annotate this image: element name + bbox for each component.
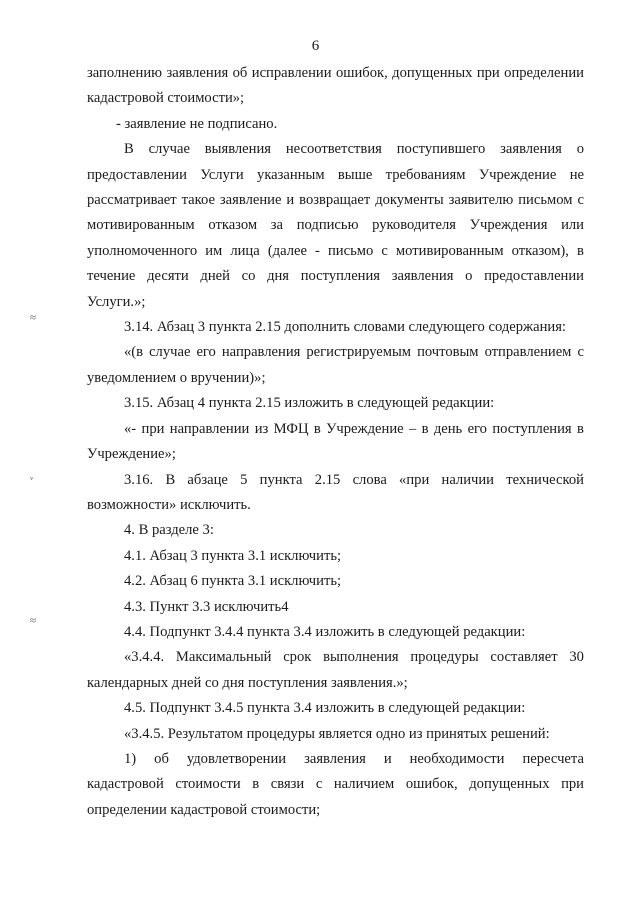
text-line: 4. В разделе 3: bbox=[124, 522, 214, 539]
text-line: 4.2. Абзац 6 пункта 3.1 исключить; bbox=[124, 573, 342, 590]
text-line: 3.14. Абзац 3 пункта 2.15 дополнить словами следующего содержания: bbox=[124, 319, 566, 336]
text-line: 4.3. Пункт 3.3 исключить4 bbox=[124, 598, 289, 615]
text-line: уполномоченного им лица (далее - письмо с мотивированным отказом), в bbox=[87, 242, 584, 259]
text-line: 4.4. Подпункт 3.4.4 пункта 3.4 изложить в следующей редакции: bbox=[124, 623, 526, 640]
text-line: определении кадастровой стоимости; bbox=[87, 801, 321, 818]
paragraph bbox=[87, 468, 584, 519]
paragraph bbox=[87, 417, 584, 468]
paragraph bbox=[87, 518, 584, 543]
text-line: 3.15. Абзац 4 пункта 2.15 изложить в следующей редакции: bbox=[124, 395, 495, 412]
text-line: Услуги.»; bbox=[87, 293, 146, 310]
text-line: Учреждение»; bbox=[87, 446, 176, 463]
paragraph bbox=[87, 340, 584, 391]
scan-artifact-mark: ≈ bbox=[30, 615, 37, 627]
paragraph bbox=[87, 595, 584, 620]
paragraph bbox=[87, 112, 584, 137]
text-line: кадастровой стоимости в связи с наличием ошибок, допущенных при bbox=[87, 776, 584, 793]
text-line: «(в случае его направления регистрируемым почтовым отправлением с bbox=[124, 344, 584, 361]
text-line: течение десяти дней со дня поступления заявления о предоставлении bbox=[87, 268, 584, 285]
paragraph bbox=[87, 620, 584, 645]
text-line: мотивированным отказом за подписью руководителя Учреждения или bbox=[87, 217, 584, 234]
text-line: возможности» исключить. bbox=[87, 496, 251, 513]
text-line: 4.5. Подпункт 3.4.5 пункта 3.4 изложить в следующей редакции: bbox=[124, 700, 526, 717]
text-line: - заявление не подписано. bbox=[116, 115, 278, 132]
scan-artifact-mark: ᵥ bbox=[30, 470, 34, 482]
text-line: «3.4.5. Результатом процедуры является одно из принятых решений: bbox=[124, 725, 550, 742]
text-line: 4.1. Абзац 3 пункта 3.1 исключить; bbox=[124, 547, 342, 564]
text-line: кадастровой стоимости»; bbox=[87, 90, 245, 107]
document-body bbox=[87, 61, 584, 823]
text-line: «3.4.4. Максимальный срок выполнения процедуры составляет 30 bbox=[124, 649, 584, 666]
paragraph bbox=[87, 315, 584, 340]
text-line: уведомлением о вручении)»; bbox=[87, 369, 266, 386]
paragraph bbox=[87, 391, 584, 416]
text-line: «- при направлении из МФЦ в Учреждение – в день его поступления в bbox=[124, 420, 584, 437]
paragraph bbox=[87, 137, 584, 315]
text-line: 3.16. В абзаце 5 пункта 2.15 слова «при наличии технической bbox=[124, 471, 584, 488]
paragraph bbox=[87, 645, 584, 696]
text-line: рассматривает такое заявление и возвращает документы заявителю письмом с bbox=[87, 192, 584, 209]
text-line: заполнению заявления об исправлении ошибок, допущенных при определении bbox=[87, 65, 584, 81]
scan-artifact-mark: ≈ bbox=[30, 312, 37, 324]
text-line: предоставлении Услуги указанным выше требованиям Учреждение не bbox=[87, 166, 584, 183]
paragraph bbox=[87, 722, 584, 747]
page-number: 6 bbox=[311, 38, 320, 54]
paragraph bbox=[87, 696, 584, 721]
paragraph bbox=[87, 544, 584, 569]
text-line: 1) об удовлетворении заявления и необходимости пересчета bbox=[124, 750, 584, 767]
paragraph bbox=[87, 569, 584, 594]
text-line: календарных дней со дня поступления заявления.»; bbox=[87, 674, 408, 691]
paragraph bbox=[87, 61, 584, 112]
text-line: В случае выявления несоответствия поступившего заявления о bbox=[124, 141, 584, 158]
paragraph bbox=[87, 747, 584, 823]
